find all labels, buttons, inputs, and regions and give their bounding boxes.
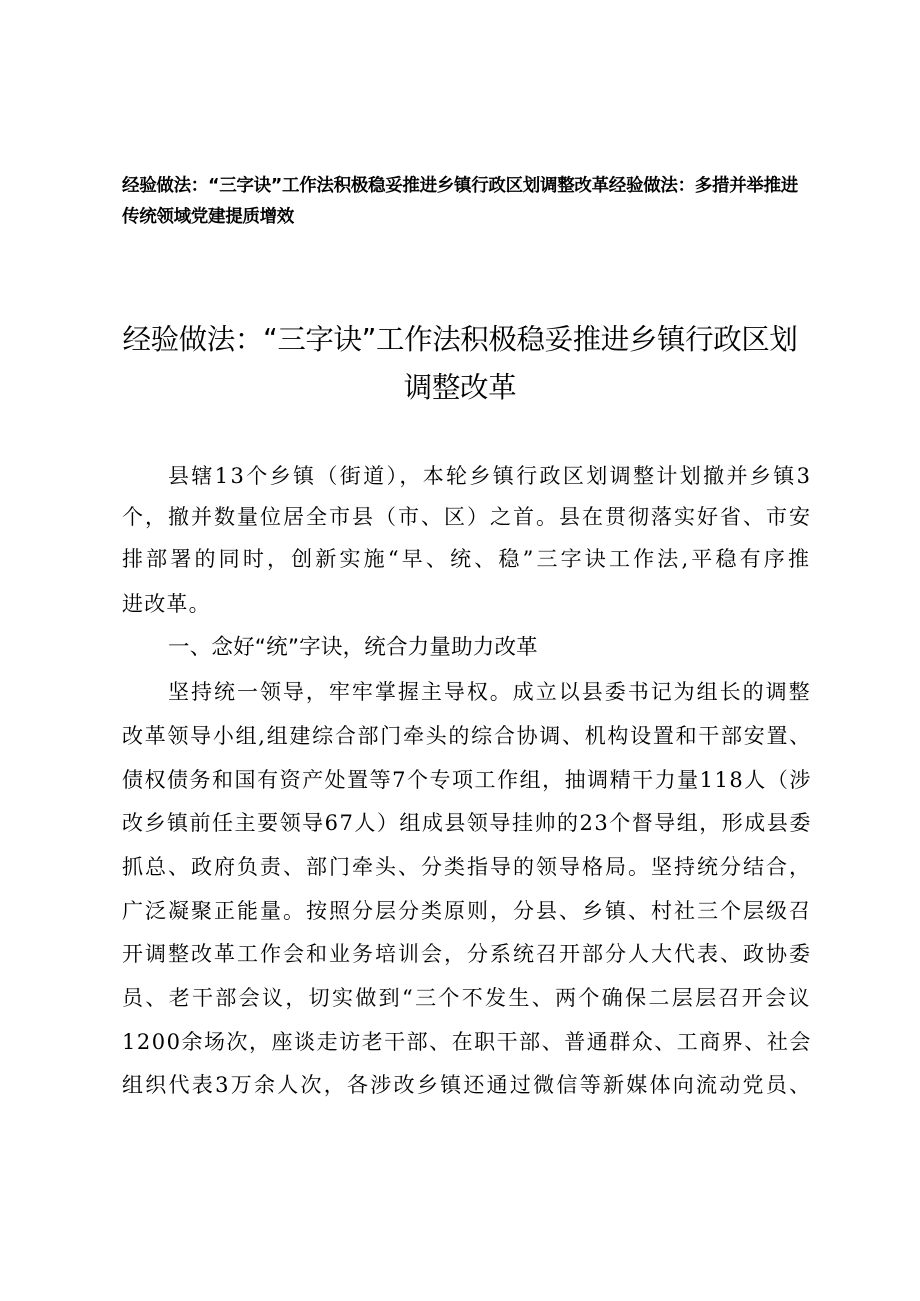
- section-line-1: 坚持统一领导，牢牢掌握主导权。成立以县委书记为组长的调整: [168, 680, 812, 704]
- intro-line-4: 进改革。: [122, 592, 211, 616]
- section-heading: 一、念好“统”字诀，统合力量助力改革: [168, 635, 538, 660]
- intro-line-1: 县辖13个乡镇（街道），本轮乡镇行政区划调整计划撤并乡镇3: [168, 464, 813, 488]
- section-line-3: 债权债务和国有资产处置等7个专项工作组，抽调精干力量118人（涉: [122, 768, 812, 792]
- section-line-5: 抓总、政府负责、部门牵头、分类指导的领导格局。坚持统分结合，: [122, 855, 812, 879]
- section-line-8: 员、老干部会议，切实做到“三个不发生、两个确保二层层召开会议: [122, 986, 812, 1010]
- intro-line-3: 排部署的同时，创新实施“早、统、稳”三字诀工作法,平稳有序推: [122, 547, 813, 571]
- section-line-9: 1200余场次，座谈走访老干部、在职干部、普通群众、工商界、社会: [122, 1030, 812, 1054]
- section-line-7: 开调整改革工作会和业务培训会，分系统召开部分人大代表、政协委: [122, 942, 812, 966]
- document-title-line-2: 调整改革: [403, 371, 517, 404]
- intro-line-2: 个，撤并数量位居全市县（市、区）之首。县在贯彻落实好省、市安: [122, 505, 812, 529]
- header-line-1: 经验做法：“三字诀”工作法积极稳妥推进乡镇行政区划调整改革经验做法：多措并举推进: [122, 176, 799, 196]
- header-line-2: 传统领域党建提质增效: [122, 207, 294, 227]
- section-line-6: 广泛凝聚正能量。按照分层分类原则，分县、乡镇、村社三个层级召: [122, 899, 812, 923]
- section-line-10: 组织代表3万余人次，各涉改乡镇还通过微信等新媒体向流动党员、: [122, 1073, 813, 1097]
- section-line-2: 改革领导小组,组建综合部门牵头的综合协调、机构设置和干部安置、: [122, 724, 812, 748]
- document-title-line-1: 经验做法：“三字诀”工作法积极稳妥推进乡镇行政区划: [122, 323, 798, 356]
- section-line-4: 改乡镇前任主要领导67人）组成县领导挂帅的23个督导组，形成县委: [122, 811, 812, 835]
